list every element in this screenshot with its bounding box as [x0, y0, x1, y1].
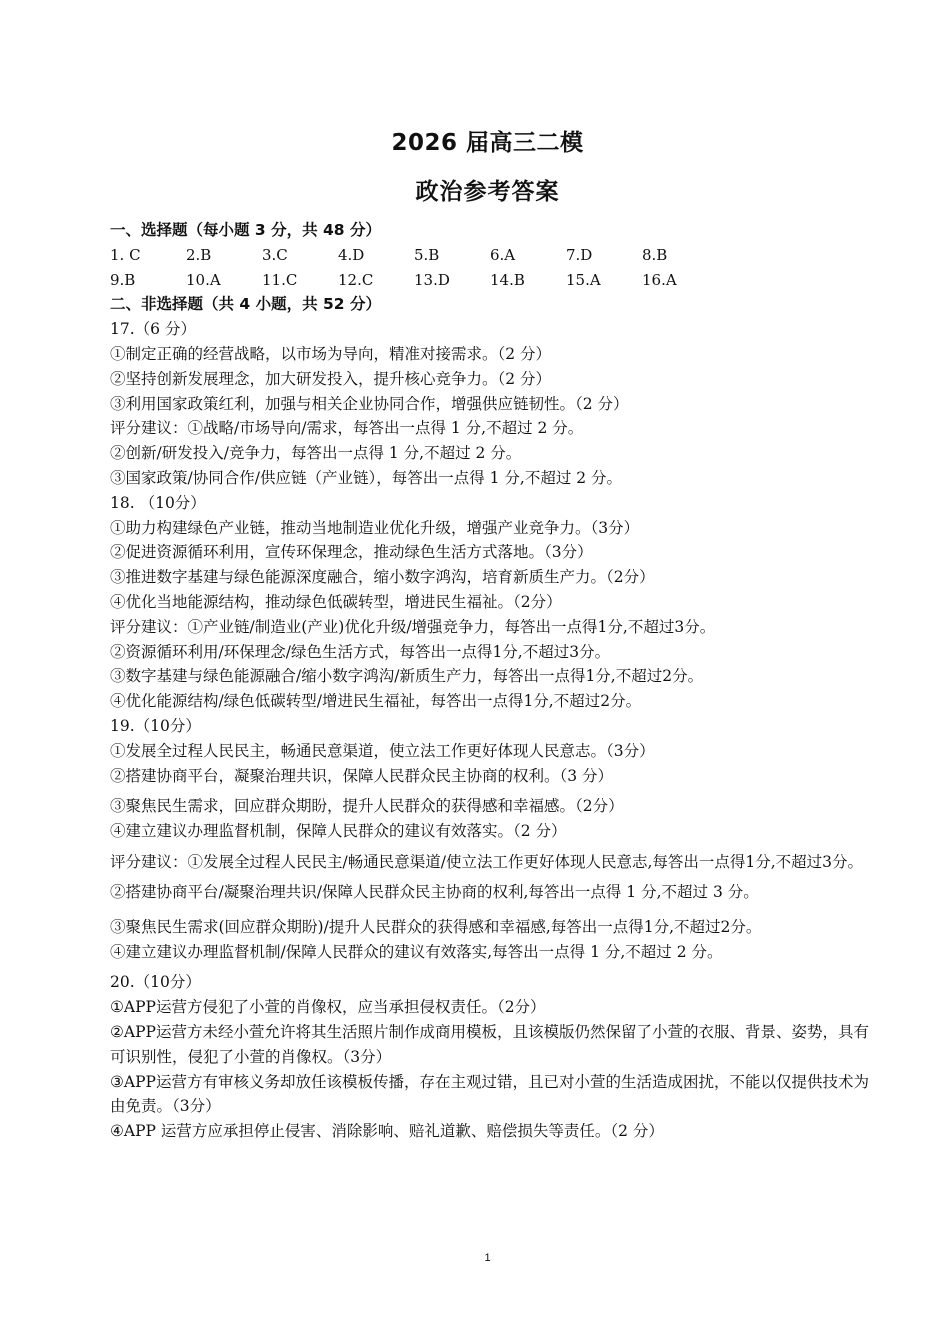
choice-answer: 8.B: [642, 245, 668, 264]
choice-answer: 6.A: [490, 245, 516, 264]
choice-answer: 14.B: [490, 270, 525, 289]
question-19-label: 19.（10分）: [110, 716, 201, 735]
answer-point: ①助力构建绿色产业链，推动当地制造业优化升级，增强产业竞争力。（3分）: [110, 518, 640, 537]
choice-answer: 16.A: [642, 270, 677, 289]
section1-heading: 一、选择题（每小题 3 分，共 48 分）: [110, 221, 381, 239]
answer-point: ①发展全过程人民民主，畅通民意渠道，使立法工作更好体现人民意志。（3分）: [110, 741, 655, 760]
answer-point: ③聚焦民生需求，回应群众期盼，提升人民群众的获得感和幸福感。（2分）: [110, 797, 624, 816]
question-18-label: 18. （10分）: [110, 493, 206, 512]
choice-answer: 1. C: [110, 245, 141, 264]
choice-answer: 2.B: [186, 245, 212, 264]
choice-answer: 7.D: [566, 245, 593, 264]
scoring-note: ②创新/研发投入/竞争力，每答出一点得 1 分,不超过 2 分。: [110, 444, 522, 463]
scoring-note: 评分建议：①发展全过程人民民主/畅通民意渠道/使立法工作更好体现人民意志,每答出一点得1分,不超过3分。: [110, 852, 864, 871]
answer-point: ④APP 运营方应承担停止侵害、消除影响、赔礼道歉、赔偿损失等责任。（2 分）: [110, 1122, 664, 1141]
answer-point: ②搭建协商平台，凝聚治理共识，保障人民群众民主协商的权利。（3 分）: [110, 766, 614, 785]
exam-title: 2026 届高三二模: [391, 130, 584, 156]
scoring-note: 评分建议：①战略/市场导向/需求，每答出一点得 1 分,不超过 2 分。: [110, 419, 584, 438]
answer-point: ②促进资源循环利用，宣传环保理念，推动绿色生活方式落地。（3分）: [110, 543, 593, 562]
choice-answer: 3.C: [262, 245, 288, 264]
choice-answer: 5.B: [414, 245, 440, 264]
document-subtitle: 政治参考答案: [415, 179, 560, 205]
choice-answer: 13.D: [414, 270, 450, 289]
scoring-note: ②资源循环利用/环保理念/绿色生活方式，每答出一点得1分,不超过3分。: [110, 642, 611, 661]
choice-answer: 4.D: [338, 245, 365, 264]
question-17-label: 17.（6 分）: [110, 320, 196, 339]
scoring-note: ④建立建议办理监督机制/保障人民群众的建议有效落实,每答出一点得 1 分,不超过 2 分。: [110, 942, 723, 961]
answer-point: ④优化当地能源结构，推动绿色低碳转型，增进民生福祉。（2分）: [110, 592, 562, 611]
choice-answer: 11.C: [262, 270, 298, 289]
answer-content: [110, 218, 870, 1144]
scoring-note: ③国家政策/协同合作/供应链（产业链），每答出一点得 1 分,不超过 2 分。: [110, 468, 623, 487]
scoring-note: ③聚焦民生需求(回应群众期盼)/提升人民群众的获得感和幸福感,每答出一点得1分,不超过2分。: [110, 917, 762, 936]
scoring-note: ④优化能源结构/绿色低碳转型/增进民生福祉，每答出一点得1分,不超过2分。: [110, 692, 642, 711]
answer-point: ②APP运营方未经小萱允许将其生活照片制作成商用模板，且该模版仍然保留了小萱的衣服、背景、姿势，具有可识别性，侵犯了小萱的肖像权。（3分）: [110, 1022, 869, 1066]
answer-point: ①APP运营方侵犯了小萱的肖像权，应当承担侵权责任。（2分）: [110, 998, 546, 1017]
answer-point: ②坚持创新发展理念，加大研发投入，提升核心竞争力。（2 分）: [110, 369, 552, 388]
answer-point: ④建立建议办理监督机制，保障人民群众的建议有效落实。（2 分）: [110, 822, 567, 841]
choice-answers-row-1: [110, 243, 870, 268]
choice-answer: 10.A: [186, 270, 221, 289]
choice-answer: 12.C: [338, 270, 374, 289]
scoring-note: ②搭建协商平台/凝聚治理共识/保障人民群众民主协商的权利,每答出一点得 1 分,不超过 3 分。: [110, 882, 759, 901]
answer-point: ③利用国家政策红利，加强与相关企业协同合作，增强供应链韧性。（2 分）: [110, 394, 629, 413]
question-20-label: 20.（10分）: [110, 973, 201, 992]
answer-point: ③推进数字基建与绿色能源深度融合，缩小数字鸿沟，培育新质生产力。（2分）: [110, 568, 655, 587]
section2-heading: 二、非选择题（共 4 小题，共 52 分）: [110, 295, 381, 314]
answer-point: ①制定正确的经营战略，以市场为导向，精准对接需求。（2 分）: [110, 344, 552, 363]
page-number: 1: [484, 1252, 491, 1264]
scoring-note: 评分建议：①产业链/制造业(产业)优化升级/增强竞争力，每答出一点得1分,不超过3分。: [110, 617, 716, 636]
choice-answer: 9.B: [110, 270, 136, 289]
choice-answers-row-2: [110, 268, 870, 293]
answer-point: ③APP运营方有审核义务却放任该模板传播，存在主观过错，且已对小萱的生活造成困扰，不能以仅提供技术为由免责。（3分）: [110, 1072, 869, 1116]
scoring-note: ③数字基建与绿色能源融合/缩小数字鸿沟/新质生产力，每答出一点得1分,不超过2分。: [110, 667, 704, 686]
choice-answer: 15.A: [566, 270, 601, 289]
